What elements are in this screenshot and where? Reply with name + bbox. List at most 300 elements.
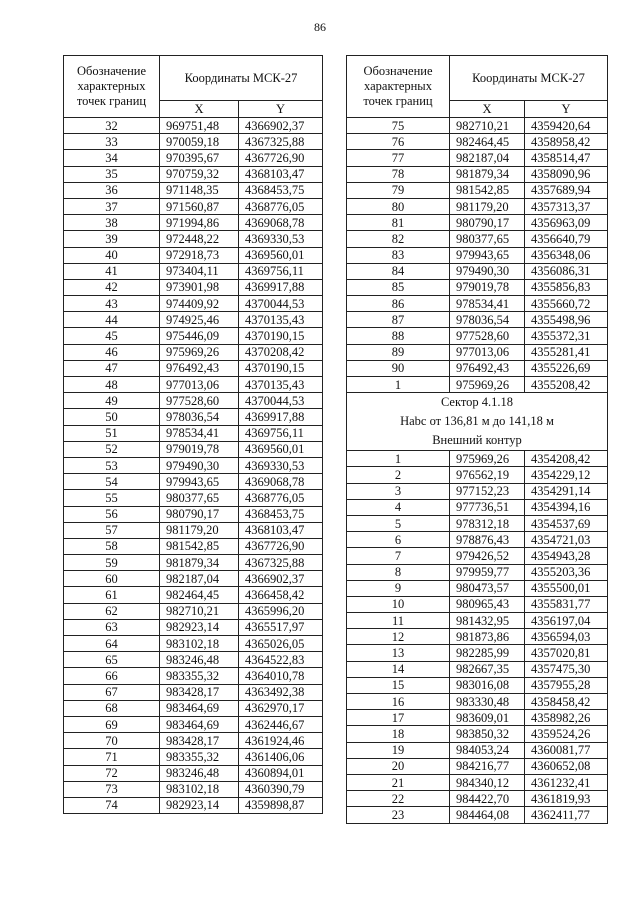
- x-coordinate: 979490,30: [160, 457, 239, 473]
- point-number: 60: [64, 571, 160, 587]
- point-number: 37: [64, 198, 160, 214]
- y-coordinate: 4369068,78: [239, 215, 323, 231]
- y-coordinate: 4354943,28: [525, 548, 608, 564]
- x-coordinate: 977152,23: [450, 483, 525, 499]
- point-number: 53: [64, 457, 160, 473]
- table-row: [347, 150, 608, 166]
- y-coordinate: 4367726,90: [239, 538, 323, 554]
- y-coordinate: 4370044,53: [239, 296, 323, 312]
- point-number: 42: [64, 279, 160, 295]
- point-number: 56: [64, 506, 160, 522]
- y-coordinate: 4357475,30: [525, 661, 608, 677]
- point-designation-header: Обозначение характерных точек границ: [64, 56, 160, 118]
- table-row: [64, 134, 323, 150]
- table-row: [64, 571, 323, 587]
- point-number: 46: [64, 344, 160, 360]
- x-coordinate: 973901,98: [160, 279, 239, 295]
- x-coordinate: 972448,22: [160, 231, 239, 247]
- point-number: 86: [347, 296, 450, 312]
- left-table-body: [64, 118, 323, 814]
- y-coordinate: 4365517,97: [239, 619, 323, 635]
- table-row: [64, 166, 323, 182]
- y-coordinate: 4370135,43: [239, 377, 323, 393]
- point-number: 32: [64, 118, 160, 134]
- table-row: [64, 733, 323, 749]
- table-row: [64, 150, 323, 166]
- point-number: 85: [347, 279, 450, 295]
- point-number: 59: [64, 555, 160, 571]
- point-number: 72: [64, 765, 160, 781]
- table-row: [347, 360, 608, 376]
- x-coordinate: 981873,86: [450, 629, 525, 645]
- x-coordinate: 979426,52: [450, 548, 525, 564]
- y-coordinate: 4355856,83: [525, 279, 608, 295]
- table-row: [64, 377, 323, 393]
- y-coordinate: 4361232,41: [525, 774, 608, 790]
- table-row: [347, 344, 608, 360]
- table-row: [64, 652, 323, 668]
- x-coordinate: 975969,26: [450, 451, 525, 467]
- point-number: 81: [347, 215, 450, 231]
- y-coordinate: 4354721,03: [525, 532, 608, 548]
- x-coordinate: 982710,21: [450, 118, 525, 134]
- point-number: 34: [64, 150, 160, 166]
- y-coordinate: 4369756,11: [239, 425, 323, 441]
- y-coordinate: 4369917,88: [239, 409, 323, 425]
- table-row: [347, 231, 608, 247]
- point-number: 79: [347, 182, 450, 198]
- x-coordinate: 983102,18: [160, 781, 239, 797]
- point-designation-header: Обозначение характерных точек границ: [347, 56, 450, 118]
- table-row: [347, 694, 608, 710]
- table-row: [347, 613, 608, 629]
- point-number: 63: [64, 619, 160, 635]
- table-row: [64, 765, 323, 781]
- point-number: 48: [64, 377, 160, 393]
- y-coordinate: 4357020,81: [525, 645, 608, 661]
- point-number: 69: [64, 716, 160, 732]
- y-coordinate: 4358514,47: [525, 150, 608, 166]
- x-coordinate: 977013,06: [450, 344, 525, 360]
- x-coordinate: 974409,92: [160, 296, 239, 312]
- table-row: [64, 474, 323, 490]
- point-number: 35: [64, 166, 160, 182]
- y-coordinate: 4369068,78: [239, 474, 323, 490]
- x-coordinate: 982187,04: [160, 571, 239, 587]
- y-coordinate: 4358458,42: [525, 694, 608, 710]
- y-coordinate: 4369756,11: [239, 263, 323, 279]
- table-row: [64, 231, 323, 247]
- point-number: 2: [347, 467, 450, 483]
- x-coordinate: 980790,17: [160, 506, 239, 522]
- y-coordinate: 4355208,42: [525, 377, 608, 393]
- x-coordinate: 970059,18: [160, 134, 239, 150]
- point-number: 49: [64, 393, 160, 409]
- table-row: [347, 451, 608, 467]
- table-row: [347, 726, 608, 742]
- x-coordinate: 981542,85: [160, 538, 239, 554]
- x-coordinate: 978312,18: [450, 515, 525, 531]
- table-row: [64, 409, 323, 425]
- point-number: 62: [64, 603, 160, 619]
- table-row: [347, 791, 608, 807]
- x-coordinate: 974925,46: [160, 312, 239, 328]
- y-coordinate: 4368103,47: [239, 522, 323, 538]
- table-row: [347, 580, 608, 596]
- x-coordinate: 970395,67: [160, 150, 239, 166]
- table-row: [347, 312, 608, 328]
- table-row: [64, 247, 323, 263]
- y-coordinate: 4368453,75: [239, 506, 323, 522]
- table-row: [64, 797, 323, 813]
- point-number: 1: [347, 377, 450, 393]
- table-row: [64, 328, 323, 344]
- y-coordinate: 4364522,83: [239, 652, 323, 668]
- y-coordinate: 4359524,26: [525, 726, 608, 742]
- y-coordinate: 4369917,88: [239, 279, 323, 295]
- point-number: 61: [64, 587, 160, 603]
- table-row: [347, 215, 608, 231]
- point-number: 5: [347, 515, 450, 531]
- table-row: [64, 538, 323, 554]
- point-number: 45: [64, 328, 160, 344]
- table-row: [64, 441, 323, 457]
- y-coordinate: 4358958,42: [525, 134, 608, 150]
- x-coordinate: 983428,17: [160, 733, 239, 749]
- table-row: [347, 596, 608, 612]
- point-number: 66: [64, 668, 160, 684]
- y-coordinate: 4364010,78: [239, 668, 323, 684]
- x-coordinate: 981432,95: [450, 613, 525, 629]
- y-coordinate: 4355203,36: [525, 564, 608, 580]
- x-coordinate: 975969,26: [450, 377, 525, 393]
- point-number: 20: [347, 758, 450, 774]
- y-coordinate: 4354537,69: [525, 515, 608, 531]
- x-coordinate: 978036,54: [450, 312, 525, 328]
- y-coordinate: 4369560,01: [239, 247, 323, 263]
- table-row: [347, 483, 608, 499]
- x-coordinate: 975446,09: [160, 328, 239, 344]
- x-coordinate: 983428,17: [160, 684, 239, 700]
- y-coordinate: 4370190,15: [239, 328, 323, 344]
- table-row: [347, 279, 608, 295]
- point-number: 19: [347, 742, 450, 758]
- y-coordinate: 4355500,01: [525, 580, 608, 596]
- y-coordinate: 4369330,53: [239, 457, 323, 473]
- x-coordinate: 976562,19: [450, 467, 525, 483]
- point-number: 55: [64, 490, 160, 506]
- y-column-header: Y: [239, 101, 323, 118]
- coordinates-table-left: [63, 55, 323, 814]
- x-coordinate: 981179,20: [160, 522, 239, 538]
- table-row: [347, 774, 608, 790]
- table-row: [347, 807, 608, 823]
- x-coordinate: 983850,32: [450, 726, 525, 742]
- table-row: [64, 279, 323, 295]
- table-row: [347, 296, 608, 312]
- y-coordinate: 4356348,06: [525, 247, 608, 263]
- table-row: [64, 312, 323, 328]
- y-coordinate: 4356197,04: [525, 613, 608, 629]
- point-number: 33: [64, 134, 160, 150]
- x-coordinate: 981542,85: [450, 182, 525, 198]
- x-coordinate: 975969,26: [160, 344, 239, 360]
- point-number: 36: [64, 182, 160, 198]
- x-coordinate: 978534,41: [450, 296, 525, 312]
- x-coordinate: 984216,77: [450, 758, 525, 774]
- y-coordinate: 4356640,79: [525, 231, 608, 247]
- y-coordinate: 4357955,28: [525, 677, 608, 693]
- point-number: 7: [347, 548, 450, 564]
- y-coordinate: 4356963,09: [525, 215, 608, 231]
- point-number: 1: [347, 451, 450, 467]
- point-number: 13: [347, 645, 450, 661]
- x-coordinate: 978036,54: [160, 409, 239, 425]
- point-number: 58: [64, 538, 160, 554]
- table-row: [64, 781, 323, 797]
- table-row: [64, 182, 323, 198]
- y-coordinate: 4363492,38: [239, 684, 323, 700]
- table-row: [64, 619, 323, 635]
- table-row: [347, 629, 608, 645]
- point-number: 78: [347, 166, 450, 182]
- y-coordinate: 4362446,67: [239, 716, 323, 732]
- x-coordinate: 980377,65: [450, 231, 525, 247]
- table-row: [347, 182, 608, 198]
- point-number: 50: [64, 409, 160, 425]
- x-coordinate: 983102,18: [160, 636, 239, 652]
- x-coordinate: 970759,32: [160, 166, 239, 182]
- y-coordinate: 4354208,42: [525, 451, 608, 467]
- point-number: 70: [64, 733, 160, 749]
- x-coordinate: 984464,08: [450, 807, 525, 823]
- x-coordinate: 983355,32: [160, 749, 239, 765]
- point-number: 21: [347, 774, 450, 790]
- point-number: 11: [347, 613, 450, 629]
- point-number: 75: [347, 118, 450, 134]
- y-coordinate: 4359898,87: [239, 797, 323, 813]
- y-coordinate: 4357313,37: [525, 198, 608, 214]
- point-number: 16: [347, 694, 450, 710]
- point-number: 15: [347, 677, 450, 693]
- x-column-header: X: [450, 101, 525, 118]
- x-coordinate: 982923,14: [160, 619, 239, 635]
- x-coordinate: 984340,12: [450, 774, 525, 790]
- x-coordinate: 984422,70: [450, 791, 525, 807]
- y-coordinate: 4354291,14: [525, 483, 608, 499]
- y-coordinate: 4354394,16: [525, 499, 608, 515]
- point-number: 84: [347, 263, 450, 279]
- table-row: [347, 328, 608, 344]
- x-coordinate: 981879,34: [160, 555, 239, 571]
- table-row: [347, 515, 608, 531]
- y-column-header: Y: [525, 101, 608, 118]
- right-table-body-bottom: [347, 451, 608, 823]
- table-row: [64, 296, 323, 312]
- y-coordinate: 4355372,31: [525, 328, 608, 344]
- table-row: [64, 344, 323, 360]
- y-coordinate: 4368453,75: [239, 182, 323, 198]
- point-number: 14: [347, 661, 450, 677]
- table-row: [64, 668, 323, 684]
- point-number: 44: [64, 312, 160, 328]
- table-row: [64, 263, 323, 279]
- table-row: [347, 166, 608, 182]
- table-row: [347, 742, 608, 758]
- point-number: 4: [347, 499, 450, 515]
- point-number: 90: [347, 360, 450, 376]
- y-coordinate: 4362970,17: [239, 700, 323, 716]
- point-number: 3: [347, 483, 450, 499]
- y-coordinate: 4357689,94: [525, 182, 608, 198]
- point-number: 23: [347, 807, 450, 823]
- y-coordinate: 4370135,43: [239, 312, 323, 328]
- y-coordinate: 4362411,77: [525, 807, 608, 823]
- x-coordinate: 982710,21: [160, 603, 239, 619]
- y-coordinate: 4368776,05: [239, 490, 323, 506]
- y-coordinate: 4365026,05: [239, 636, 323, 652]
- x-coordinate: 980965,43: [450, 596, 525, 612]
- table-row: [347, 677, 608, 693]
- table-row: [64, 393, 323, 409]
- table-row: [347, 247, 608, 263]
- point-number: 22: [347, 791, 450, 807]
- point-number: 43: [64, 296, 160, 312]
- table-row: [64, 425, 323, 441]
- point-number: 71: [64, 749, 160, 765]
- table-row: [64, 716, 323, 732]
- x-coordinate: 969751,48: [160, 118, 239, 134]
- y-coordinate: 4356086,31: [525, 263, 608, 279]
- coordinates-table-right: [346, 55, 608, 824]
- x-coordinate: 980377,65: [160, 490, 239, 506]
- point-number: 8: [347, 564, 450, 580]
- x-coordinate: 980790,17: [450, 215, 525, 231]
- table-row: [347, 263, 608, 279]
- table-row: [64, 522, 323, 538]
- y-coordinate: 4367726,90: [239, 150, 323, 166]
- point-number: 80: [347, 198, 450, 214]
- point-number: 68: [64, 700, 160, 716]
- table-row: [347, 198, 608, 214]
- y-coordinate: 4355281,41: [525, 344, 608, 360]
- point-number: 18: [347, 726, 450, 742]
- y-coordinate: 4367325,88: [239, 134, 323, 150]
- table-row: [347, 661, 608, 677]
- table-row: [64, 360, 323, 376]
- y-coordinate: 4360081,77: [525, 742, 608, 758]
- table-row: [347, 118, 608, 134]
- x-coordinate: 983016,08: [450, 677, 525, 693]
- table-row: [64, 636, 323, 652]
- y-coordinate: 4358090,96: [525, 166, 608, 182]
- x-coordinate: 982464,45: [450, 134, 525, 150]
- point-number: 64: [64, 636, 160, 652]
- point-number: 76: [347, 134, 450, 150]
- y-coordinate: 4368776,05: [239, 198, 323, 214]
- coordinates-header: Координаты МСК-27: [160, 56, 323, 101]
- x-coordinate: 977013,06: [160, 377, 239, 393]
- table-row: [347, 710, 608, 726]
- y-coordinate: 4355226,69: [525, 360, 608, 376]
- table-row: [347, 532, 608, 548]
- sector-title: Сектор 4.1.18: [347, 393, 608, 413]
- point-number: 54: [64, 474, 160, 490]
- table-row: [347, 377, 608, 393]
- table-row: [64, 587, 323, 603]
- x-coordinate: 983464,69: [160, 700, 239, 716]
- x-coordinate: 983355,32: [160, 668, 239, 684]
- table-row: [64, 555, 323, 571]
- x-coordinate: 979943,65: [450, 247, 525, 263]
- x-coordinate: 972918,73: [160, 247, 239, 263]
- y-coordinate: 4365996,20: [239, 603, 323, 619]
- table-row: [347, 564, 608, 580]
- table-row: [64, 118, 323, 134]
- x-coordinate: 982464,45: [160, 587, 239, 603]
- x-coordinate: 982923,14: [160, 797, 239, 813]
- contour-label: Внешний контур: [347, 431, 608, 451]
- y-coordinate: 4369330,53: [239, 231, 323, 247]
- point-number: 89: [347, 344, 450, 360]
- table-row: [64, 457, 323, 473]
- y-coordinate: 4370190,15: [239, 360, 323, 376]
- table-row: [64, 603, 323, 619]
- y-coordinate: 4366902,37: [239, 118, 323, 134]
- x-coordinate: 979019,78: [450, 279, 525, 295]
- sector-height-range: Нabc от 136,81 м до 141,18 м: [347, 412, 608, 431]
- page-number: 86: [314, 20, 326, 34]
- table-row: [64, 684, 323, 700]
- point-number: 12: [347, 629, 450, 645]
- x-coordinate: 982285,99: [450, 645, 525, 661]
- x-coordinate: 973404,11: [160, 263, 239, 279]
- x-coordinate: 978876,43: [450, 532, 525, 548]
- point-number: 57: [64, 522, 160, 538]
- y-coordinate: 4356594,03: [525, 629, 608, 645]
- point-number: 40: [64, 247, 160, 263]
- x-coordinate: 983246,48: [160, 765, 239, 781]
- x-coordinate: 971994,86: [160, 215, 239, 231]
- point-number: 52: [64, 441, 160, 457]
- table-row: [347, 134, 608, 150]
- y-coordinate: 4370208,42: [239, 344, 323, 360]
- x-coordinate: 977528,60: [450, 328, 525, 344]
- x-coordinate: 979490,30: [450, 263, 525, 279]
- coordinates-header: Координаты МСК-27: [450, 56, 608, 101]
- table-row: [64, 700, 323, 716]
- y-coordinate: 4355498,96: [525, 312, 608, 328]
- point-number: 51: [64, 425, 160, 441]
- y-coordinate: 4361924,46: [239, 733, 323, 749]
- point-number: 38: [64, 215, 160, 231]
- x-coordinate: 983609,01: [450, 710, 525, 726]
- table-row: [347, 499, 608, 515]
- x-coordinate: 981879,34: [450, 166, 525, 182]
- table-row: [347, 758, 608, 774]
- table-row: [347, 548, 608, 564]
- y-coordinate: 4355831,77: [525, 596, 608, 612]
- table-row: [64, 490, 323, 506]
- table-row: [347, 467, 608, 483]
- point-number: 77: [347, 150, 450, 166]
- x-coordinate: 980473,57: [450, 580, 525, 596]
- y-coordinate: 4367325,88: [239, 555, 323, 571]
- sector-section: [347, 393, 608, 451]
- x-coordinate: 971560,87: [160, 198, 239, 214]
- x-coordinate: 976492,43: [450, 360, 525, 376]
- x-coordinate: 979019,78: [160, 441, 239, 457]
